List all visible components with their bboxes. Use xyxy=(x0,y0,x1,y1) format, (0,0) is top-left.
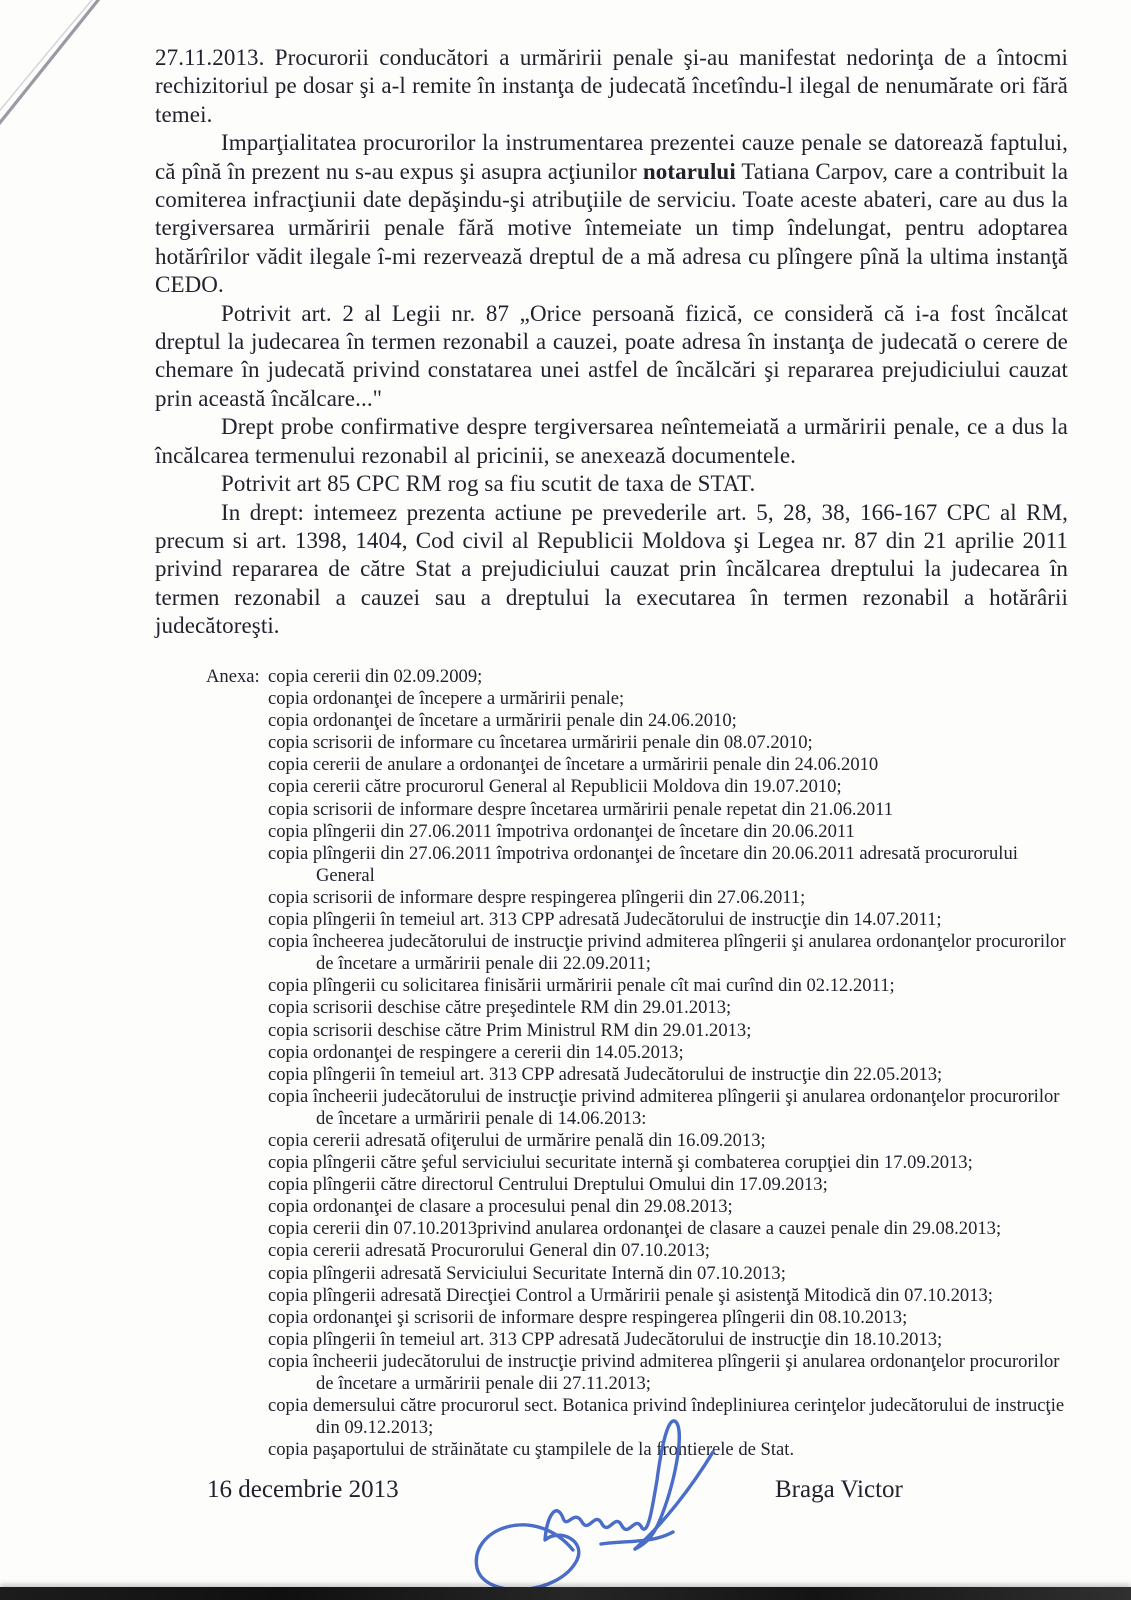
handwritten-signature xyxy=(455,1392,745,1600)
paragraph xyxy=(155,129,1068,299)
paragraph xyxy=(155,499,1068,641)
annex-list-item: copia ordonanţei de începere a urmăririi penale; xyxy=(268,688,625,710)
text-run: Potrivit art 85 CPC RM rog sa fiu scutit de taxa de STAT. xyxy=(221,471,756,497)
paragraph xyxy=(155,44,1068,129)
annex-list-item: copia plîngerii în temeiul art. 313 CPP adresată Judecătorului de instrucţie din 22.05.2013; xyxy=(268,1063,943,1085)
document-date: 16 decembrie 2013 xyxy=(207,1476,399,1503)
text-run: Tatiana Carpov, care a contribuit la comiterea infracţiunii date depăşindu-şi atribuţiile de serviciu. Toate aceste abateri, care au dus la tergiversarea urmăririi penale fără motive întemeiate un timp îndelungat, pentru adoptarea hotărîrilor vădit ilegale î-mi rezervează dreptul de a mă adresa cu plîngere pînă la ultima instanţă CEDO. xyxy=(155,158,1068,298)
annex-list-item: copia plîngerii adresată Direcţiei Control a Urmăririi penale şi asistenţă Mitodică din 07.10.2013; xyxy=(268,1284,993,1306)
annex-list-item: copia cererii către procurorul General al Republicii Moldova din 19.07.2010; xyxy=(268,776,842,798)
annex-list-item: copia cererii de anulare a ordonanţei de încetare a urmăririi penale din 24.06.2010 xyxy=(268,754,879,776)
annex-list-item: copia plîngerii din 27.06.2011 împotriva ordonanţei de încetare din 20.06.2011 adresată procurorului General xyxy=(268,842,1018,886)
text-run: In drept: intemeez prezenta actiune pe prevederile art. 5, 28, 38, 166-167 CPC al RM, precum si art. 1398, 1404, Cod civil al Republicii Moldova şi Legea nr. 87 din 21 aprilie 2011 privind repararea de către Stat a prejudiciului cauzat prin încălcarea dreptului la judecarea în termen rezonabil a cauzei sau a dreptului la executarea în termen rezonabil a hotărârii judecătoreşti. xyxy=(155,499,1068,639)
annex-list-item: copia plîngerii către directorul Centrului Dreptului Omului din 17.09.2013; xyxy=(268,1174,828,1196)
page-corner-artifact xyxy=(0,0,140,160)
annex-label: Anexa: xyxy=(206,666,260,687)
annex-list-item: copia plîngerii în temeiul art. 313 CPP adresată Judecătorului de instrucţie din 14.07.2011; xyxy=(268,909,942,931)
annex-list-item: copia scrisorii de informare despre respingerea plîngerii din 27.06.2011; xyxy=(268,886,806,908)
annex-list-item: copia încheerii judecătorului de instrucţie privind admiterea plîngerii şi anularea ordonanţelor procurorilor de încetare a urmăririi penale dii 27.11.2013; xyxy=(268,1350,1060,1394)
annex-list-item: copia scrisorii de informare despre încetarea urmăririi penale repetat din 21.06.2011 xyxy=(268,798,894,820)
text-run: Potrivit art. 2 al Legii nr. 87 „Orice persoană fizică, ce consideră că i-a fost încălcat dreptul la judecarea în termen rezonabil a cauzei, poate adresa în instanţa de judecată o cerere de chemare în judecată privind constatarea unei astfel de încălcări şi repararea prejudiciului cauzat prin această încălcare..." xyxy=(155,300,1068,411)
scanner-edge-bar xyxy=(0,1587,1131,1600)
annex-list-item: copia paşaportului de străinătate cu ştampilele de la frontierele de Stat. xyxy=(268,1439,795,1461)
annex-list-item: copia scrisorii de informare cu încetarea urmăririi penale din 08.07.2010; xyxy=(268,732,813,754)
signatory-name: Braga Victor xyxy=(775,1476,903,1503)
annex-list-item: copia plîngerii în temeiul art. 313 CPP adresată Judecătorului de instrucţie din 18.10.2013; xyxy=(268,1328,943,1350)
annex-list-item: copia scrisorii deschise către preşedintele RM din 29.01.2013; xyxy=(268,997,732,1019)
annex-list-item: copia cererii din 02.09.2009; xyxy=(268,666,483,687)
annex-list-item: copia demersului către procurorul sect. Botanica privind îndepliniurea cerinţelor judecătorului de instrucţie din 09.12.2013; xyxy=(268,1395,1065,1439)
annex-list-item: copia cererii adresată ofiţerului de urmărire penală din 16.09.2013; xyxy=(268,1129,766,1151)
text-run: 27.11.2013. Procurorii conducători a urmăririi penale şi-au manifestat nedorinţa de a întocmi rechizitoriul pe dosar şi a-l remite în instanţa de judecată încetîndu-l ilegal de nenumărate ori fără temei. xyxy=(155,45,1068,127)
annex-list-item: copia ordonanţei de clasare a procesului penal din 29.08.2013; xyxy=(268,1196,733,1218)
bold-text-run: notarului xyxy=(642,158,736,184)
annex-section xyxy=(206,666,1070,1461)
annex-list-item: copia cererii din 07.10.2013privind anularea ordonanţei de clasare a cauzei penale din 29.08.2013; xyxy=(268,1218,1002,1240)
text-run: Imparţialitatea procurorilor la instrumentarea prezentei cauze penale se datorează faptului, că pînă în prezent nu s-au expus şi asupra acţiunilor xyxy=(155,130,1068,184)
annex-list-item: copia încheerii judecătorului de instrucţie privind admiterea plîngerii şi anularea ordonanţelor procurorilor de încetare a urmăririi penale di 14.06.2013: xyxy=(268,1085,1060,1129)
annex-list-item: copia plîngerii către şeful serviciului securitate internă şi combaterea corupţiei din 17.09.2013; xyxy=(268,1152,973,1174)
paragraph xyxy=(155,300,1068,414)
annex-list-item: copia scrisorii deschise către Prim Ministrul RM din 29.01.2013; xyxy=(268,1019,752,1041)
main-text-block xyxy=(155,44,1068,641)
text-run: Drept probe confirmative despre tergiversarea neîntemeiată a urmăririi penale, ce a dus la încălcarea termenului rezonabil al pricinii, se anexează documentele. xyxy=(155,414,1068,468)
annex-list-item: copia ordonanţei de încetare a urmăririi penale din 24.06.2010; xyxy=(268,710,737,732)
annex-list-item: copia încheerea judecătorului de instrucţie privind admiterea plîngerii şi anularea ordonanţelor procurorilor de încetare a urmăririi penale dii 22.09.2011; xyxy=(268,931,1066,975)
annex-list-item: copia plîngerii din 27.06.2011 împotriva ordonanţei de încetare din 20.06.2011 xyxy=(268,820,855,842)
annex-list-item: copia plîngerii cu solicitarea finisării urmăririi penale cît mai curînd din 02.12.2011; xyxy=(268,975,895,997)
annex-list-item: copia cererii adresată Procurorului General din 07.10.2013; xyxy=(268,1240,710,1262)
annex-items-list xyxy=(268,666,1070,1461)
paragraph xyxy=(155,413,1068,470)
annex-list-item: copia plîngerii adresată Serviciului Securitate Internă din 07.10.2013; xyxy=(268,1262,786,1284)
paragraph xyxy=(155,470,1068,498)
annex-list-item: copia ordonanţei şi scrisorii de informare despre respingerea plîngerii din 08.10.2013; xyxy=(268,1306,908,1328)
annex-list-item: copia ordonanţei de respingere a cererii din 14.05.2013; xyxy=(268,1041,684,1063)
